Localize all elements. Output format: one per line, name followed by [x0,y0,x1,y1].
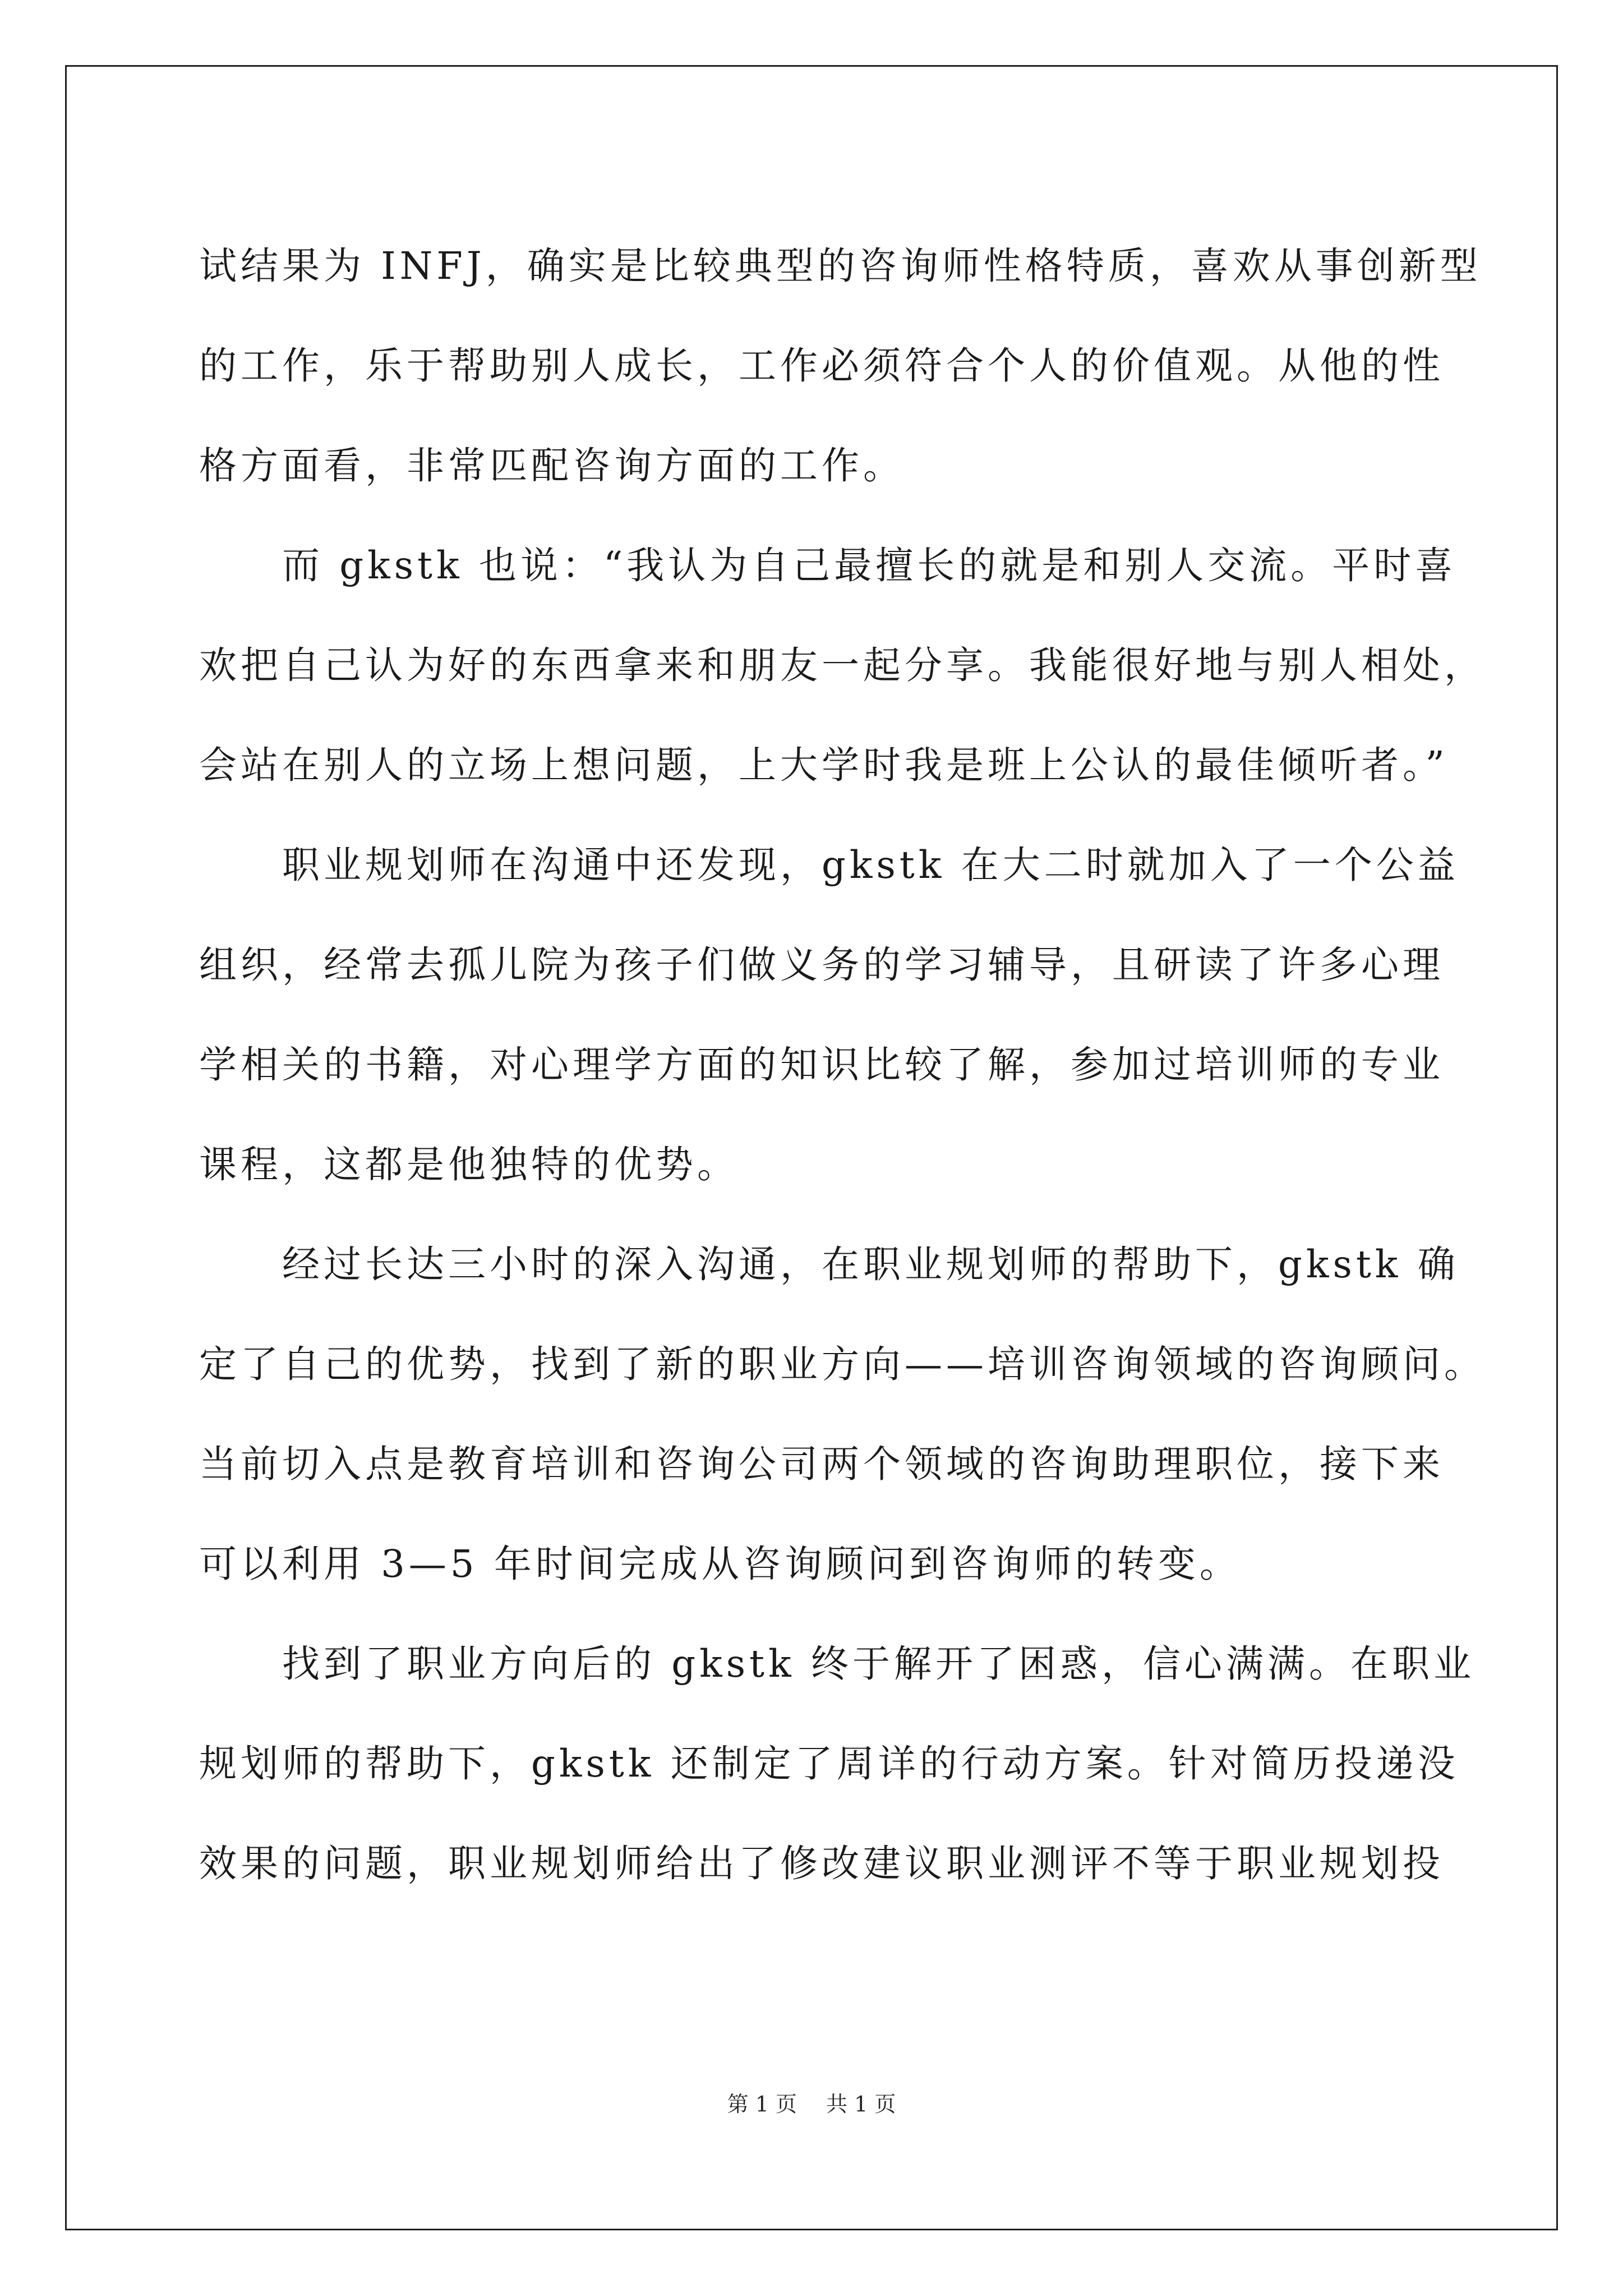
text-line: 的工作，乐于帮助别人成长，工作必须符合个人的价值观。从他的性 [199,344,1444,388]
text-line: 经过长达三小时的深入沟通，在职业规划师的帮助下，gkstk 确 [199,1243,1459,1286]
text-line: 职业规划师在沟通中还发现，gkstk 在大二时就加入了一个公益 [199,843,1459,887]
text-line: 课程，这都是他独特的优势。 [199,1143,739,1186]
text-line: 组织，经常去孤儿院为孩子们做义务的学习辅导，且研读了许多心理 [199,943,1444,987]
document-body [199,216,1486,1913]
text-line: 当前切入点是教育培训和咨询公司两个领域的咨询助理职位，接下来 [199,1442,1444,1486]
page-number: 第 1 页 [727,2092,797,2116]
text-line: 试结果为 INFJ，确实是比较典型的咨询师性格特质，喜欢从事创新型 [199,244,1482,288]
text-line: 学相关的书籍，对心理学方面的知识比较了解，参加过培训师的专业 [199,1043,1444,1087]
text-line: 定了自己的优势，找到了新的职业方向——培训咨询领域的咨询顾问。 [199,1342,1486,1386]
text-line: 可以利用 3—5 年时间完成从咨询顾问到咨询师的转变。 [199,1542,1241,1586]
page-footer [0,2087,1623,2118]
text-line: 规划师的帮助下，gkstk 还制定了周详的行动方案。针对简历投递没 [199,1742,1459,1786]
text-line: 格方面看，非常匹配咨询方面的工作。 [199,444,905,487]
page-total: 共 1 页 [826,2092,896,2116]
text-line: 效果的问题，职业规划师给出了修改建议职业测评不等于职业规划投 [199,1842,1444,1885]
text-line: 欢把自己认为好的东西拿来和朋友一起分享。我能很好地与别人相处， [199,643,1486,687]
text-line: 会站在别人的立场上想问题，上大学时我是班上公认的最佳倾听者。” [199,743,1449,787]
text-line: 找到了职业方向后的 gkstk 终于解开了困惑，信心满满。在职业 [199,1642,1475,1686]
text-line: 而 gkstk 也说：“我认为自己最擅长的就是和别人交流。平时喜 [199,544,1457,587]
